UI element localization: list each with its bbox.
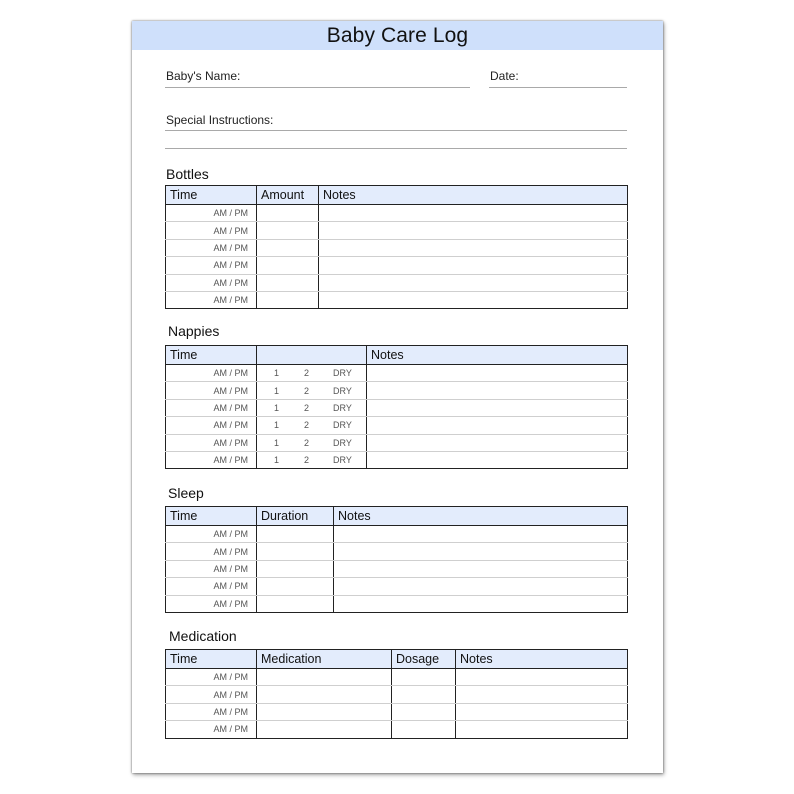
nappy-type-cell[interactable] [257, 399, 367, 416]
medication-time-cell[interactable]: AM / PM [166, 669, 257, 686]
nappy-option-2[interactable]: 2 [304, 385, 310, 396]
medication-medication-cell[interactable] [257, 721, 392, 738]
nappies-table [165, 345, 628, 469]
bottles-row [166, 239, 628, 256]
medication-header-time: Time [166, 650, 257, 669]
bottles-notes-cell[interactable] [319, 257, 628, 274]
bottles-amount-cell[interactable] [257, 205, 319, 222]
nappies-notes-cell[interactable] [367, 451, 628, 468]
nappies-notes-cell[interactable] [367, 382, 628, 399]
bottles-title: Bottles [166, 166, 209, 182]
medication-notes-cell[interactable] [456, 669, 628, 686]
nappy-type-cell[interactable] [257, 365, 367, 382]
sleep-duration-cell[interactable] [257, 578, 334, 595]
nappy-type-cell[interactable] [257, 382, 367, 399]
medication-dosage-cell[interactable] [392, 703, 456, 720]
nappies-time-cell[interactable]: AM / PM [166, 417, 257, 434]
medication-medication-cell[interactable] [257, 669, 392, 686]
medication-notes-cell[interactable] [456, 686, 628, 703]
nappies-notes-cell[interactable] [367, 399, 628, 416]
sleep-duration-cell[interactable] [257, 595, 334, 612]
bottles-amount-cell[interactable] [257, 222, 319, 239]
nappy-option-1[interactable]: 1 [274, 455, 280, 466]
sleep-notes-cell[interactable] [334, 595, 628, 612]
nappy-option-1[interactable]: 1 [274, 420, 280, 431]
nappies-time-cell[interactable]: AM / PM [166, 365, 257, 382]
bottles-row [166, 205, 628, 222]
medication-dosage-cell[interactable] [392, 721, 456, 738]
bottles-row [166, 274, 628, 291]
medication-row [166, 721, 628, 738]
medication-row [166, 686, 628, 703]
sleep-header-notes: Notes [334, 507, 628, 526]
bottles-notes-cell[interactable] [319, 291, 628, 308]
bottles-time-cell[interactable]: AM / PM [166, 291, 257, 308]
sleep-row [166, 595, 628, 612]
nappies-notes-cell[interactable] [367, 365, 628, 382]
nappy-option-3[interactable]: DRY [333, 368, 352, 379]
nappy-option-2[interactable]: 2 [304, 402, 310, 413]
bottles-header-time: Time [166, 186, 257, 205]
sleep-time-cell[interactable]: AM / PM [166, 578, 257, 595]
nappies-header-time: Time [166, 346, 257, 365]
nappies-notes-cell[interactable] [367, 434, 628, 451]
nappies-notes-cell[interactable] [367, 417, 628, 434]
special-instructions-line-1[interactable] [165, 130, 627, 131]
bottles-header-notes: Notes [319, 186, 628, 205]
nappy-option-2[interactable]: 2 [304, 420, 310, 431]
sleep-notes-cell[interactable] [334, 526, 628, 543]
bottles-table [165, 185, 628, 309]
bottles-notes-cell[interactable] [319, 274, 628, 291]
baby-name-line[interactable] [165, 87, 470, 88]
medication-header-notes: Notes [456, 650, 628, 669]
nappies-time-cell[interactable]: AM / PM [166, 434, 257, 451]
nappies-row [166, 399, 628, 416]
nappies-time-cell[interactable]: AM / PM [166, 399, 257, 416]
bottles-amount-cell[interactable] [257, 239, 319, 256]
sleep-row [166, 526, 628, 543]
bottles-amount-cell[interactable] [257, 257, 319, 274]
nappy-type-cell[interactable] [257, 434, 367, 451]
sleep-duration-cell[interactable] [257, 543, 334, 560]
bottles-time-cell[interactable]: AM / PM [166, 274, 257, 291]
bottles-time-cell[interactable]: AM / PM [166, 222, 257, 239]
sleep-time-cell[interactable]: AM / PM [166, 560, 257, 577]
sleep-time-cell[interactable]: AM / PM [166, 526, 257, 543]
sleep-notes-cell[interactable] [334, 560, 628, 577]
medication-time-cell[interactable]: AM / PM [166, 703, 257, 720]
nappies-row [166, 382, 628, 399]
medication-dosage-cell[interactable] [392, 669, 456, 686]
nappy-option-1[interactable]: 1 [274, 437, 280, 448]
bottles-amount-cell[interactable] [257, 274, 319, 291]
nappy-option-3[interactable]: DRY [333, 385, 352, 396]
baby-name-label: Baby's Name: [166, 69, 241, 83]
bottles-time-cell[interactable]: AM / PM [166, 257, 257, 274]
sleep-table [165, 506, 628, 613]
date-label: Date: [490, 69, 519, 83]
sleep-header-time: Time [166, 507, 257, 526]
bottles-row [166, 291, 628, 308]
medication-header-medication: Medication [257, 650, 392, 669]
nappies-time-cell[interactable]: AM / PM [166, 382, 257, 399]
medication-table [165, 649, 628, 739]
medication-notes-cell[interactable] [456, 721, 628, 738]
medication-row [166, 669, 628, 686]
medication-medication-cell[interactable] [257, 703, 392, 720]
sleep-time-cell[interactable]: AM / PM [166, 595, 257, 612]
special-instructions-line-2[interactable] [165, 148, 627, 149]
nappies-row [166, 451, 628, 468]
special-instructions-label: Special Instructions: [166, 113, 274, 127]
sleep-duration-cell[interactable] [257, 560, 334, 577]
medication-dosage-cell[interactable] [392, 686, 456, 703]
sleep-row [166, 578, 628, 595]
medication-header-dosage: Dosage [392, 650, 456, 669]
log-sheet [132, 21, 663, 773]
sleep-notes-cell[interactable] [334, 543, 628, 560]
bottles-row [166, 257, 628, 274]
nappy-option-2[interactable]: 2 [304, 368, 310, 379]
nappy-option-3[interactable]: DRY [333, 420, 352, 431]
bottles-time-cell[interactable]: AM / PM [166, 205, 257, 222]
bottles-header-amount: Amount [257, 186, 319, 205]
nappies-header-type [257, 346, 367, 365]
medication-time-cell[interactable]: AM / PM [166, 721, 257, 738]
nappy-option-1[interactable]: 1 [274, 368, 280, 379]
sleep-row [166, 543, 628, 560]
bottles-notes-cell[interactable] [319, 222, 628, 239]
nappy-type-cell[interactable] [257, 451, 367, 468]
bottles-notes-cell[interactable] [319, 239, 628, 256]
sleep-header-duration: Duration [257, 507, 334, 526]
bottles-time-cell[interactable]: AM / PM [166, 239, 257, 256]
medication-time-cell[interactable]: AM / PM [166, 686, 257, 703]
nappy-option-2[interactable]: 2 [304, 437, 310, 448]
sleep-duration-cell[interactable] [257, 526, 334, 543]
nappy-option-1[interactable]: 1 [274, 385, 280, 396]
nappy-option-1[interactable]: 1 [274, 402, 280, 413]
nappy-option-3[interactable]: DRY [333, 402, 352, 413]
nappies-time-cell[interactable]: AM / PM [166, 451, 257, 468]
medication-title: Medication [169, 628, 237, 644]
bottles-row [166, 222, 628, 239]
nappies-title: Nappies [168, 323, 220, 339]
nappy-option-2[interactable]: 2 [304, 455, 310, 466]
nappies-header-notes: Notes [367, 346, 628, 365]
nappy-option-3[interactable]: DRY [333, 437, 352, 448]
nappy-type-cell[interactable] [257, 417, 367, 434]
nappies-row [166, 417, 628, 434]
nappies-row [166, 365, 628, 382]
sleep-time-cell[interactable]: AM / PM [166, 543, 257, 560]
medication-notes-cell[interactable] [456, 703, 628, 720]
sheet-title: Baby Care Log [132, 21, 663, 50]
nappy-option-3[interactable]: DRY [333, 455, 352, 466]
bottles-amount-cell[interactable] [257, 291, 319, 308]
sleep-title: Sleep [168, 485, 204, 501]
date-line[interactable] [489, 87, 627, 88]
sleep-notes-cell[interactable] [334, 578, 628, 595]
medication-medication-cell[interactable] [257, 686, 392, 703]
sleep-row [166, 560, 628, 577]
medication-row [166, 703, 628, 720]
nappies-row [166, 434, 628, 451]
bottles-notes-cell[interactable] [319, 205, 628, 222]
